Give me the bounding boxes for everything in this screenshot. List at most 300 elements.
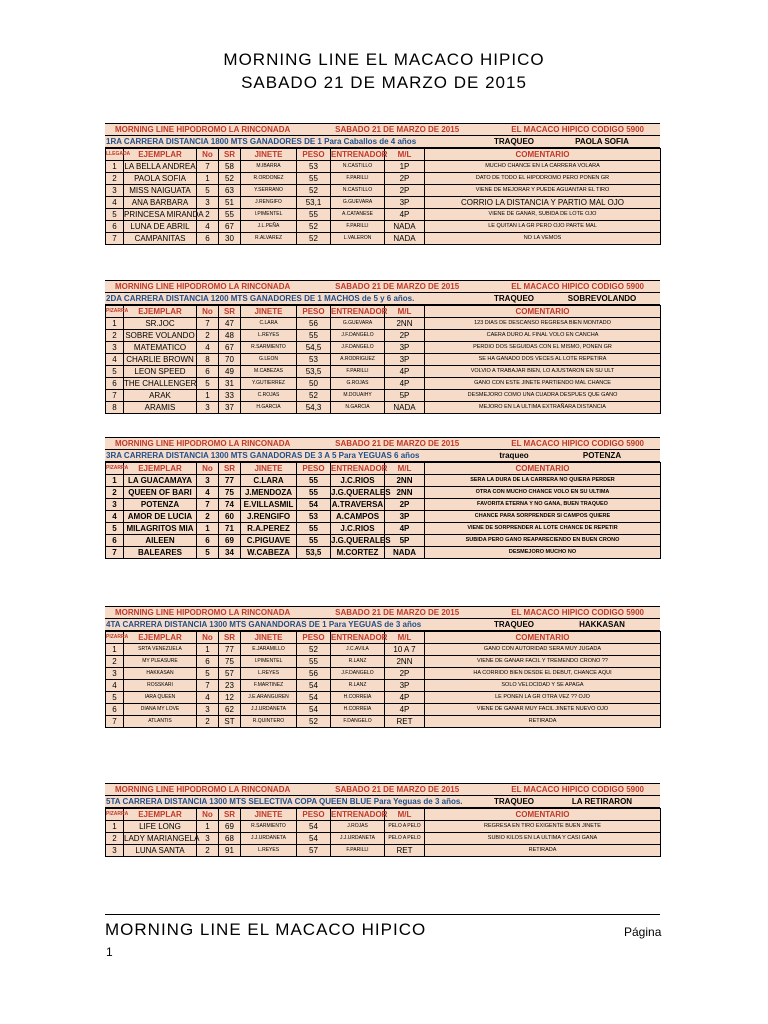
column-header-jinete: JINETE [241, 306, 297, 318]
column-header-numero: No [197, 632, 219, 644]
cell-sr: 75 [219, 487, 241, 499]
table-row [106, 535, 661, 547]
cell-peso: 54,5 [297, 342, 331, 354]
cell-peso: 55 [297, 475, 331, 487]
table-row [106, 330, 661, 342]
cell-numero: 5 [197, 668, 219, 680]
cell-entrenador: J.F.DANGELO [331, 342, 385, 354]
header-hipodromo: MORNING LINE HIPODROMO LA RINCONADA [115, 282, 291, 291]
column-header-peso: PESO [297, 149, 331, 161]
cell-comentario: VIENE DE GANAR, SUBIDA DE LOTE OJO [425, 209, 661, 221]
cell-ml: 3P [385, 511, 425, 523]
cell-sr: 60 [219, 511, 241, 523]
race-table [105, 808, 661, 857]
cell-comentario: GANO CON ESTE JINETE PARTIENDO MAL CHANCE [425, 378, 661, 390]
cell-entrenador: R.LANZ [331, 656, 385, 668]
cell-ml: RET [385, 716, 425, 728]
cell-sr: 71 [219, 523, 241, 535]
column-header-comentario: COMENTARIO [425, 463, 661, 475]
cell-pizarra: 5 [106, 523, 124, 535]
cell-comentario: HA CORRIDO BIEN DESDE EL DEBUT, CHANCE AQUI [425, 668, 661, 680]
table-row [106, 475, 661, 487]
cell-pizarra: 6 [106, 378, 124, 390]
cell-sr: 37 [219, 402, 241, 414]
cell-ml: 4P [385, 209, 425, 221]
cell-sr: 74 [219, 499, 241, 511]
cell-comentario: GANO CON AUTORIDAD SERA MUY JUGADA [425, 644, 661, 656]
traqueo-label: traqueo [499, 451, 529, 460]
header-hipodromo: MORNING LINE HIPODROMO LA RINCONADA [115, 439, 291, 448]
cell-ejemplar: MILAGRITOS MIA [124, 523, 197, 535]
cell-ml: 2NN [385, 475, 425, 487]
cell-ejemplar: MY PLEASURE [124, 656, 197, 668]
cell-pizarra: 5 [106, 366, 124, 378]
race-subheader [105, 135, 660, 148]
cell-jinete: F.MARTINEZ [241, 680, 297, 692]
column-header-ml: M/L [385, 809, 425, 821]
cell-numero: 7 [197, 680, 219, 692]
cell-entrenador: J.F.DANGELO [331, 330, 385, 342]
cell-pizarra: 6 [106, 535, 124, 547]
cell-ejemplar: LEON SPEED [124, 366, 197, 378]
cell-ejemplar: ARAMIS [124, 402, 197, 414]
cell-ejemplar: BALEARES [124, 547, 197, 559]
cell-pizarra: 2 [106, 173, 124, 185]
cell-comentario: RETIRADA [425, 716, 661, 728]
cell-peso: 52 [297, 233, 331, 245]
footer-page-number: 1 [106, 945, 113, 959]
column-header-peso: PESO [297, 463, 331, 475]
cell-comentario: MEJORO EN LA ULTIMA EXTRAÑARA DISTANCIA [425, 402, 661, 414]
cell-pizarra: 3 [106, 845, 124, 857]
race-subheader [105, 795, 660, 808]
table-row [106, 318, 661, 330]
column-header-peso: PESO [297, 809, 331, 821]
cell-peso: 55 [297, 487, 331, 499]
cell-entrenador: N.GARCIA [331, 402, 385, 414]
table-row [106, 704, 661, 716]
cell-comentario: SUBIO KILOS EN LA ULTIMA Y CASI GANA [425, 833, 661, 845]
table-row [106, 499, 661, 511]
race-block [105, 606, 660, 728]
cell-ml: 2NN [385, 656, 425, 668]
table-header-row [106, 306, 661, 318]
cell-entrenador: R.LANZ [331, 680, 385, 692]
cell-sr: 55 [219, 209, 241, 221]
cell-jinete: R.SARMIENTO [241, 342, 297, 354]
cell-entrenador: A.RODRIGUEZ [331, 354, 385, 366]
column-header-pizarra: PIZARRA [106, 306, 124, 318]
cell-ejemplar: PRINCESA MIRANDA [124, 210, 204, 219]
cell-entrenador: M.CORTEZ [331, 547, 385, 559]
cell-ejemplar: LUNA DE ABRIL [124, 221, 197, 233]
race-block [105, 437, 660, 559]
cell-ml: 5P [385, 390, 425, 402]
footer-title: MORNING LINE EL MACACO HIPICO [105, 920, 427, 939]
cell-numero: 1 [197, 821, 219, 833]
cell-comentario: DESMEJORO MUCHO NO [425, 547, 661, 559]
cell-comentario: REGRESA EN TIRO EXIGENTE BUEN JINETE [425, 821, 661, 833]
table-row [106, 161, 661, 173]
cell-comentario: PERDIO DOS SEGUIDAS CON EL MISMO, PONEN GR [425, 342, 661, 354]
cell-sr: 12 [219, 692, 241, 704]
traqueo-value: LA RETIRARON [571, 797, 633, 806]
column-header-ejemplar: EJEMPLAR [124, 149, 197, 161]
column-header-ejemplar: EJEMPLAR [124, 809, 197, 821]
cell-entrenador: F.PARILLI [331, 173, 385, 185]
table-header-row [106, 632, 661, 644]
traqueo-value: SOBREVOLANDO [567, 294, 637, 303]
cell-numero: 2 [197, 209, 219, 221]
cell-peso: 55 [297, 523, 331, 535]
header-date: SABADO 21 DE MARZO DE 2015 [335, 785, 460, 794]
cell-peso: 56 [297, 668, 331, 680]
table-row [106, 487, 661, 499]
cell-entrenador: J.C.AVILA [331, 644, 385, 656]
cell-ml: NADA [385, 221, 425, 233]
cell-pizarra: 5 [106, 209, 124, 221]
cell-ml: 2P [385, 668, 425, 680]
cell-ejemplar: POTENZA [124, 499, 197, 511]
column-header-jinete: JINETE [241, 809, 297, 821]
table-row [106, 523, 661, 535]
column-header-pizarra: LLEGADA [106, 149, 124, 161]
race-header [105, 606, 660, 618]
cell-jinete: E.VILLASMIL [241, 499, 297, 511]
cell-jinete: M.IBARRA [241, 161, 297, 173]
cell-sr: 62 [219, 704, 241, 716]
cell-ejemplar: LA BELLA ANDREA [124, 162, 196, 171]
cell-comentario: SE HA GANADO DOS VECES AL LOTE REPETIRA [425, 354, 661, 366]
race-header [105, 437, 660, 449]
cell-comentario: FAVORITA ETERNA Y NO GANA, BUEN TRAQUEO [425, 499, 661, 511]
cell-ml: 4P [385, 378, 425, 390]
cell-peso: 54 [297, 833, 331, 845]
cell-jinete: J.RENGIFO [241, 197, 297, 209]
column-header-jinete: JINETE [241, 149, 297, 161]
cell-entrenador: F.PARILLI [331, 221, 385, 233]
cell-comentario: VOLVIO A TRABAJAR BIEN, LO AJUSTARON EN SU ULT [425, 366, 661, 378]
cell-jinete: H.GARCIA [241, 402, 297, 414]
column-header-entrenador: ENTRENADOR [331, 307, 388, 316]
race-description: 4TA CARRERA DISTANCIA 1300 MTS GANANDORAS DE 1 Para YEGUAS de 3 años [106, 620, 422, 629]
cell-peso: 53 [297, 511, 331, 523]
cell-sr: 23 [219, 680, 241, 692]
cell-comentario: SUBIDA PERO GANO REAPARECIENDO EN BUEN CRONO [425, 535, 661, 547]
cell-jinete: R.A.PEREZ [241, 523, 297, 535]
column-header-numero: No [197, 149, 219, 161]
cell-jinete: C.LARA [241, 475, 297, 487]
cell-pizarra: 3 [106, 499, 124, 511]
cell-pizarra: 6 [106, 221, 124, 233]
cell-jinete: L.REYES [241, 668, 297, 680]
cell-ml: 4P [385, 523, 425, 535]
cell-peso: 53,5 [297, 366, 331, 378]
cell-sr: ST [219, 716, 241, 728]
cell-ml: 2P [385, 185, 425, 197]
header-hipodromo: MORNING LINE HIPODROMO LA RINCONADA [115, 125, 291, 134]
cell-ml: PELO A PELO [385, 833, 425, 845]
race-block [105, 783, 660, 857]
document-date: SABADO 21 DE MARZO DE 2015 [241, 73, 527, 92]
header-codigo: EL MACACO HIPICO CODIGO 5900 [511, 282, 644, 291]
cell-peso: 52 [297, 716, 331, 728]
cell-sr: 31 [219, 378, 241, 390]
cell-entrenador: L.VALERON [331, 233, 385, 245]
cell-entrenador: F.PARILLI [331, 366, 385, 378]
table-row [106, 668, 661, 680]
cell-ml: 4P [385, 366, 425, 378]
cell-jinete: Y.GUTIERREZ [241, 378, 297, 390]
cell-peso: 55 [297, 173, 331, 185]
cell-jinete: R.ALVAREZ [241, 233, 297, 245]
cell-sr: 69 [219, 535, 241, 547]
cell-numero: 6 [197, 366, 219, 378]
cell-ml: 4P [385, 692, 425, 704]
traqueo-label: TRAQUEO [494, 137, 534, 146]
cell-comentario: NO LA VEMOS [425, 233, 661, 245]
footer-divider [105, 914, 660, 915]
cell-peso: 55 [297, 535, 331, 547]
cell-comentario: LE QUITAN LA GR PERO OJO PARTE MAL [425, 221, 661, 233]
cell-pizarra: 3 [106, 185, 124, 197]
cell-peso: 53,1 [297, 197, 331, 209]
column-header-sr: SR [219, 149, 241, 161]
column-header-sr: SR [219, 463, 241, 475]
column-header-ml: M/L [385, 149, 425, 161]
cell-entrenador: M.DOUAIHY [331, 390, 385, 402]
cell-ml: 2P [385, 499, 425, 511]
cell-pizarra: 3 [106, 342, 124, 354]
column-header-ejemplar: EJEMPLAR [124, 306, 197, 318]
cell-entrenador: N.CASTILLO [331, 185, 385, 197]
cell-peso: 54 [297, 704, 331, 716]
cell-pizarra: 3 [106, 668, 124, 680]
column-header-pizarra: PIZARRA [106, 809, 124, 821]
race-header [105, 783, 660, 795]
cell-ml: RET [385, 845, 425, 857]
cell-comentario: CAERA DURO AL FINAL VOLO EN CANCHA [425, 330, 661, 342]
cell-ejemplar: LA GUACAMAYA [124, 475, 197, 487]
cell-entrenador: A.CAMPOS [331, 511, 385, 523]
cell-ml: 2P [385, 173, 425, 185]
header-date: SABADO 21 DE MARZO DE 2015 [335, 125, 460, 134]
cell-ml: 3P [385, 342, 425, 354]
cell-numero: 1 [197, 644, 219, 656]
table-row [106, 209, 661, 221]
cell-sr: 47 [219, 318, 241, 330]
cell-entrenador: F.PARILLI [331, 845, 385, 857]
cell-peso: 55 [297, 656, 331, 668]
column-header-sr: SR [219, 306, 241, 318]
cell-entrenador: J.C.RIOS [331, 523, 385, 535]
cell-ml: NADA [385, 547, 425, 559]
cell-pizarra: 1 [106, 644, 124, 656]
cell-comentario: VIENE DE SORPRENDER AL LOTE CHANCE DE REPETIR [425, 523, 661, 535]
table-row [106, 378, 661, 390]
race-description: 1RA CARRERA DISTANCIA 1800 MTS GANADORES DE 1 Para Caballos de 4 años [106, 137, 417, 146]
cell-comentario: MUCHO CHANCE EN LA CARRERA VOLARA [425, 161, 661, 173]
cell-comentario: DESMEJORO COMO UNA CUADRA DESPUES QUE GANO [425, 390, 661, 402]
cell-ejemplar: CAMPANITAS [124, 233, 197, 245]
cell-ml: 5P [385, 535, 425, 547]
cell-numero: 3 [197, 833, 219, 845]
cell-peso: 52 [297, 221, 331, 233]
cell-numero: 3 [197, 475, 219, 487]
cell-entrenador: G.GUEVARA [331, 197, 385, 209]
cell-ml: 3P [385, 354, 425, 366]
cell-numero: 6 [197, 535, 219, 547]
race-table [105, 148, 661, 245]
cell-entrenador: G.ROJAS [331, 378, 385, 390]
cell-numero: 3 [197, 704, 219, 716]
table-row [106, 511, 661, 523]
cell-sr: 70 [219, 354, 241, 366]
header-codigo: EL MACACO HIPICO CODIGO 5900 [511, 608, 644, 617]
cell-comentario: VIENE DE MEJORAR Y PUEDE AGUANTAR EL TIRO [425, 185, 661, 197]
table-row [106, 833, 661, 845]
traqueo-label: TRAQUEO [494, 797, 534, 806]
cell-numero: 2 [197, 845, 219, 857]
cell-pizarra: 1 [106, 318, 124, 330]
cell-numero: 1 [197, 523, 219, 535]
table-row [106, 656, 661, 668]
table-row [106, 221, 661, 233]
cell-numero: 5 [197, 185, 219, 197]
cell-entrenador: A.TRAVERSA [331, 500, 384, 509]
cell-ejemplar: PAOLA SOFIA [124, 173, 197, 185]
cell-sr: 63 [219, 185, 241, 197]
column-header-numero: No [197, 306, 219, 318]
column-header-pizarra: PIZARRA [106, 463, 124, 475]
cell-numero: 1 [197, 390, 219, 402]
cell-jinete: R.ORDONEZ [241, 173, 297, 185]
cell-numero: 2 [197, 716, 219, 728]
cell-ml: 10 A 7 [385, 644, 425, 656]
race-description: 5TA CARRERA DISTANCIA 1300 MTS SELECTIVA COPA QUEEN BLUE Para Yeguas de 3 años. [106, 797, 463, 806]
cell-sr: 67 [219, 342, 241, 354]
cell-entrenador: J.F.DANGELO [331, 668, 385, 680]
cell-numero: 4 [197, 342, 219, 354]
table-row [106, 390, 661, 402]
traqueo-label: TRAQUEO [494, 620, 534, 629]
table-row [106, 233, 661, 245]
cell-jinete: M.CABEZAS [241, 366, 297, 378]
column-header-comentario: COMENTARIO [425, 149, 661, 161]
cell-jinete: L.REYES [241, 845, 297, 857]
cell-ejemplar: LIFE LONG [124, 821, 197, 833]
cell-ml: 1P [385, 161, 425, 173]
cell-jinete: R.SARMIENTO [241, 821, 297, 833]
header-hipodromo: MORNING LINE HIPODROMO LA RINCONADA [115, 608, 291, 617]
race-table [105, 631, 661, 728]
cell-numero: 7 [197, 499, 219, 511]
cell-pizarra: 2 [106, 330, 124, 342]
cell-ejemplar: SRTA VENEZUELA [124, 644, 197, 656]
cell-pizarra: 2 [106, 656, 124, 668]
cell-pizarra: 1 [106, 821, 124, 833]
column-header-comentario: COMENTARIO [425, 809, 661, 821]
column-header-comentario: COMENTARIO [425, 632, 661, 644]
cell-sr: 67 [219, 221, 241, 233]
cell-jinete: E.JARAMILLO [241, 644, 297, 656]
cell-jinete: G.LEON [241, 354, 297, 366]
cell-pizarra: 6 [106, 704, 124, 716]
cell-ml: 2NN [385, 318, 425, 330]
column-header-jinete: JINETE [241, 463, 297, 475]
cell-numero: 2 [197, 511, 219, 523]
cell-comentario: DATO DE TODO EL HIPODROMO PERO PONEN GR [425, 173, 661, 185]
cell-ml: 4P [385, 704, 425, 716]
race-block [105, 123, 660, 245]
cell-peso: 54,3 [297, 402, 331, 414]
document-title: MORNING LINE EL MACACO HIPICO [223, 50, 545, 69]
cell-pizarra: 1 [106, 161, 124, 173]
cell-jinete: Y.SERRANO [241, 185, 297, 197]
cell-entrenador: J.J.URDANETA [331, 833, 385, 845]
cell-ejemplar: HAKKASAN [124, 668, 197, 680]
cell-pizarra: 8 [106, 402, 124, 414]
cell-numero: 7 [197, 318, 219, 330]
cell-entrenador: J.G.QUERALES [331, 536, 391, 545]
table-row [106, 716, 661, 728]
cell-ejemplar: AILEEN [124, 535, 197, 547]
cell-jinete: C.LARA [241, 318, 297, 330]
header-codigo: EL MACACO HIPICO CODIGO 5900 [511, 125, 644, 134]
cell-ml: 2P [385, 330, 425, 342]
cell-comentario: SERA LA DURA DE LA CARRERA NO QUIERA PERDER [425, 475, 661, 487]
cell-pizarra: 7 [106, 390, 124, 402]
cell-jinete: J.MENDOZA [241, 487, 297, 499]
cell-numero: 3 [197, 197, 219, 209]
cell-pizarra: 4 [106, 680, 124, 692]
cell-sr: 58 [219, 161, 241, 173]
cell-comentario: VIENE DE GANAR FACIL Y TREMENDO CRONO ?? [425, 656, 661, 668]
cell-entrenador: J.ROJAS [331, 821, 385, 833]
table-row [106, 692, 661, 704]
cell-jinete: I.PIMENTEL [241, 209, 297, 221]
cell-peso: 54 [297, 499, 331, 511]
cell-jinete: W.CABEZA [241, 547, 297, 559]
column-header-ml: M/L [385, 632, 425, 644]
race-subheader [105, 618, 660, 631]
cell-numero: 7 [197, 161, 219, 173]
cell-entrenador: F.DANGELO [331, 716, 385, 728]
cell-ejemplar: IARA QUEEN [124, 692, 197, 704]
cell-peso: 55 [297, 209, 331, 221]
cell-ejemplar: THE CHALLENGER [124, 379, 197, 388]
cell-numero: 3 [197, 402, 219, 414]
cell-peso: 53 [297, 354, 331, 366]
cell-entrenador: G.GUEVARA [331, 318, 385, 330]
race-description: 2DA CARRERA DISTANCIA 1200 MTS GANADORES DE 1 MACHOS de 5 y 6 años. [106, 294, 415, 303]
cell-sr: 34 [219, 547, 241, 559]
cell-numero: 6 [197, 233, 219, 245]
table-row [106, 354, 661, 366]
cell-ml: 3P [385, 197, 425, 209]
cell-sr: 48 [219, 330, 241, 342]
cell-sr: 30 [219, 233, 241, 245]
cell-ejemplar: AMOR DE LUCIA [124, 511, 197, 523]
cell-ejemplar: ARAK [124, 390, 197, 402]
table-row [106, 845, 661, 857]
cell-comentario: CORRIO LA DISTANCIA Y PARTIO MAL OJO [425, 197, 661, 209]
cell-numero: 4 [197, 692, 219, 704]
cell-comentario: VIENE DE GANAR MUY FACIL JINETE NUEVO OJO [425, 704, 661, 716]
traqueo-label: TRAQUEO [494, 294, 534, 303]
cell-jinete: C.ROJAS [241, 390, 297, 402]
cell-sr: 57 [219, 668, 241, 680]
